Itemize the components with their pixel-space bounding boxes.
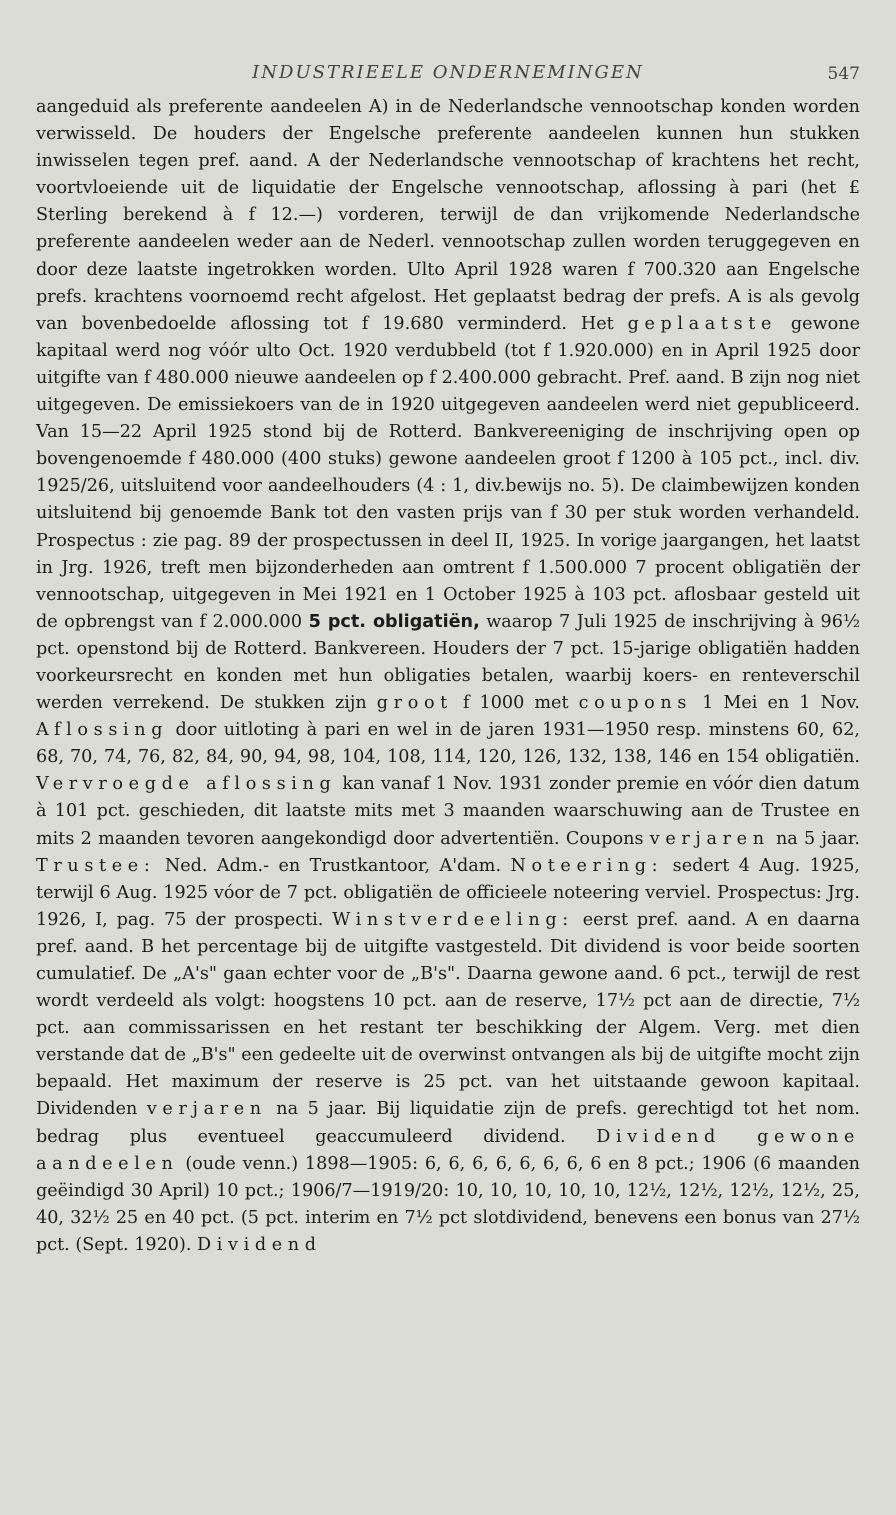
text-run: eerst pref. aand. A en daarna pref. aand. B het percentage bij de uitgifte vastgesteld. Dit dividend is voor beide soorten cumulatief. De „A's" gaan echter voor de „B's". Daarna gewone aand. 6 pct., terwijl de rest wordt verdeeld als volgt: hoogstens 10 pct. aan de reserve, 17½ pct aan de directie, 7½ pct. aan commissarissen en het restant ter beschikking der Algem. Verg. met dien verstande dat de „B's" een gedeelte uit de overwinst ontvangen als bij de uitgifte mocht zijn bepaald. Het maximum der reserve is 25 pct. van het uitstaande gewoon kapitaal. Dividenden xyxy=(36,909,860,1120)
text-run: aangeduid als preferente aandeelen A) in de Nederlandsche vennootschap konden worden verwisseld. De houders der Engelsche preferente aandeelen kunnen hun stukken inwisselen tegen pref. aand. A der Nederlandsche vennootschap of krachtens het recht, voortvloeiende uit de liquidatie der Engelsche vennootschap, aflossing à pari (het £ Sterling berekend à f 12.—) vorderen, terwijl de dan vrijkomende Nederlandsche preferente aandeelen weder aan de Nederl. vennootschap zullen worden teruggegeven en door deze laatste ingetrokken worden. Ulto April 1928 waren f 700.320 aan Engelsche prefs. krachtens voornoemd recht afgelost. Het geplaatst bedrag der prefs. A is als gevolg van bovenbedoelde aflossing tot f 19.680 verminderd. Het xyxy=(36,97,860,334)
spaced-emphasis: Trustee: xyxy=(36,855,156,876)
spaced-emphasis: verjaren xyxy=(649,828,770,849)
running-title: INDUSTRIEELE ONDERNEMINGEN xyxy=(252,62,644,83)
text-run: 1 Mei en 1 Nov. xyxy=(692,693,860,714)
text-run: f 1000 met xyxy=(452,693,579,714)
spaced-emphasis: Vervroegde aflossing xyxy=(36,774,337,795)
text-run: waarop 7 Juli 1925 de inschrijving à 96½ pct. openstond bij de Rotterd. Bankvereen. Houders der 7 pct. 15-jarige obligatiën hadden voorkeursrecht en konden met hun obligaties betalen, waarbij koers- en renteverschil werden verrekend. De stukken zijn xyxy=(36,611,861,714)
spaced-emphasis: groot xyxy=(376,693,453,714)
text-run: na 5 jaar. xyxy=(769,828,861,849)
text-run: na 5 jaar. Bij liquidatie zijn de prefs. gerechtigd tot het nom. bedrag plus eventueel geaccumuleerd dividend. xyxy=(36,1099,860,1147)
text-run: (oude venn.) 1898—1905: 6, 6, 6, 6, 6, 6, 6, 6 en 8 pct.; 1906 (6 maanden geëindigd 30 April) 10 pct.; 1906/7—1919/20: 10, 10, 10, 10, 10, 12½, 12½, 12½, 12½, 25, 40, 32½ 25 en 40 pct. (5 pct. interim en 7½ pct slotdividend, benevens een bonus van 27½ pct. (Sept. 1920). xyxy=(36,1153,860,1255)
text-run: kan vanaf 1 Nov. 1931 zonder premie en vóór dien datum à 101 pct. geschieden, dit laatste mits met 3 maanden waarschuwing aan de Trustee en mits 2 maanden tevoren aangekondigd door advertentiën. Coupons xyxy=(36,774,860,849)
text-run: gewone kapitaal werd nog vóór ulto Oct. 1920 verdubbeld (tot f 1.920.000) en in April 1925 door uitgifte van f 480.000 nieuwe aandeelen op f 2.400.000 gebracht. Pref. aand. B zijn nog niet uitgegeven. De emissiekoers van de in 1920 uitgegeven aandeelen werd niet gepubliceerd. Van 15—22 April 1925 stond bij de Rotterd. Bankvereeniging de inschrijving open op bovengenoemde f 480.000 (400 stuks) gewone aandeelen groot f 1200 à 105 pct., incl. div. 1925/26, uitsluitend voor aandeelhouders (4 : 1, div.bewijs no. 5). De claimbewijzen konden uitsluitend bij genoemde Bank tot den vasten prijs van f 30 per stuk worden verhandeld. Prospectus : zie pag. 89 der prospectussen in deel II, 1925. In vorige jaargangen, het laatst in Jrg. 1926, treft men bijzonderheden aan omtrent f 1.500.000 7 procent obligatiën der vennootschap, uitgegeven in Mei 1921 en 1 October 1925 à 103 pct. aflosbaar gesteld uit de opbrengst van f 2.000.000 xyxy=(36,313,860,632)
spaced-emphasis: Dividend gewone aandeelen xyxy=(36,1126,860,1174)
spaced-emphasis: geplaatste xyxy=(627,313,778,334)
spaced-emphasis: coupons xyxy=(578,693,693,714)
body-paragraph xyxy=(36,94,860,1259)
text-run: sedert 4 Aug. 1925, terwijl 6 Aug. 1925 vóor de 7 pct. obligatiën de officieele noteering verviel. Prospectus: Jrg. 1926, I, pag. 75 der prospecti. xyxy=(36,855,860,930)
spaced-emphasis: Noteering: xyxy=(510,855,664,876)
text-run: Ned. Adm.- en Trustkantoor, A'dam. xyxy=(155,855,511,876)
page-number: 547 xyxy=(827,64,860,84)
text-run: door uitloting à pari en wel in de jaren 1931—1950 resp. minstens 60, 62, 68, 70, 74, 76, 82, 84, 90, 94, 98, 104, 108, 114, 120, 126, 132, 138, 146 en 154 obligatiën. xyxy=(36,720,860,768)
spaced-emphasis: verjaren xyxy=(146,1099,267,1120)
spaced-emphasis: Aflossing xyxy=(36,720,169,741)
spaced-emphasis: Dividend xyxy=(197,1234,322,1255)
bold-emphasis: 5 pct. obligatiën, xyxy=(308,611,480,632)
spaced-emphasis: Winstverdeeling: xyxy=(332,909,574,930)
page-header xyxy=(36,52,860,94)
